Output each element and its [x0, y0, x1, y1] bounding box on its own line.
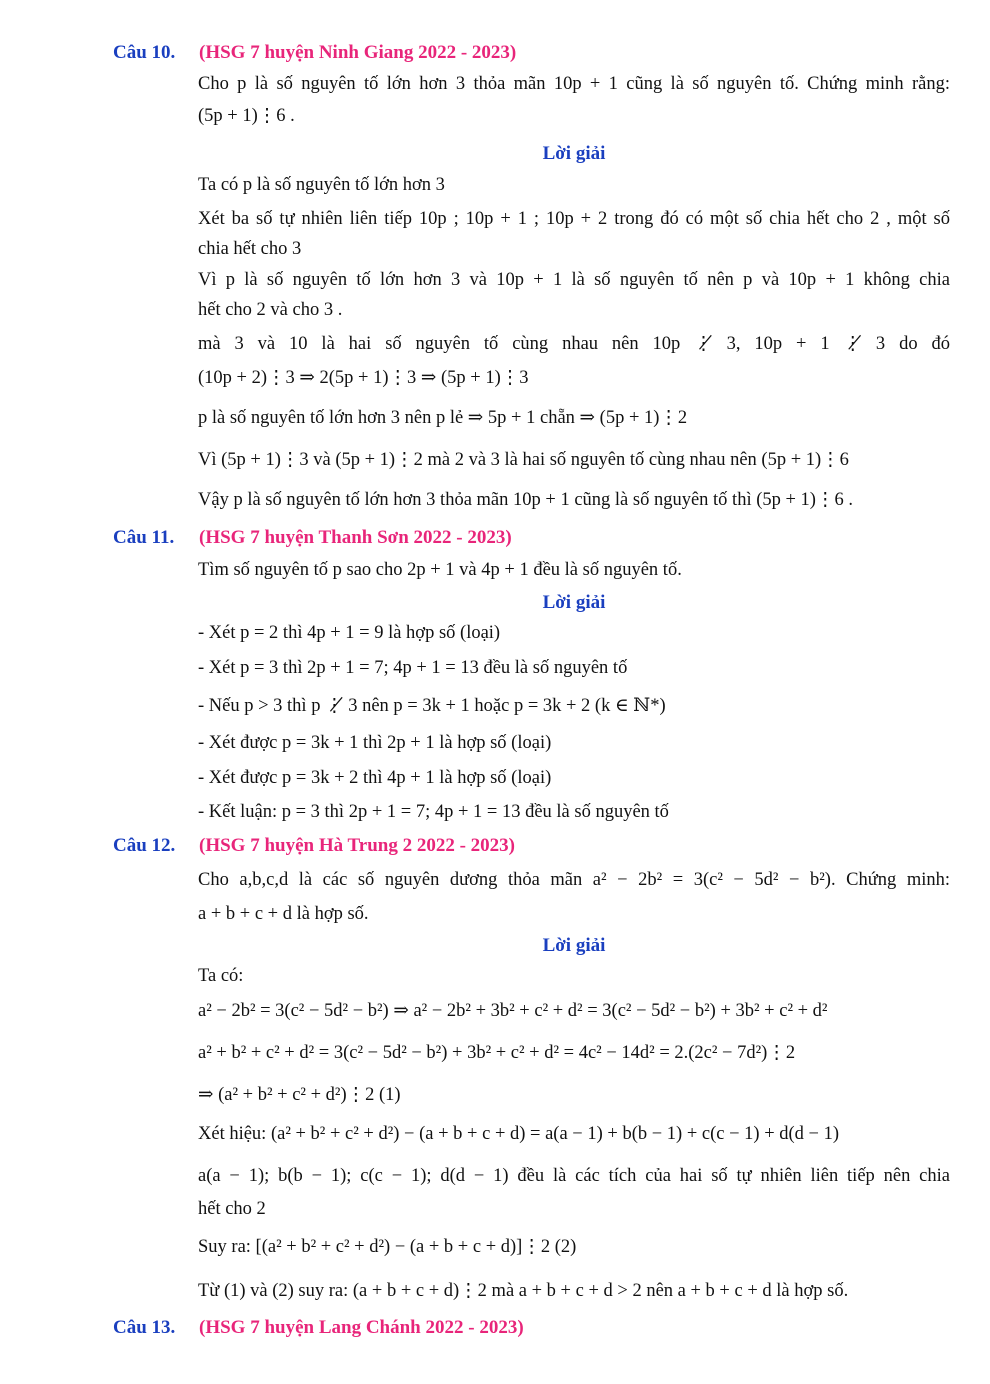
solution-line: - Kết luận: p = 3 thì 2p + 1 = 7; 4p + 1 = 13 đều là số nguyên tố [198, 802, 669, 822]
solution-line: Vậy p là số nguyên tố lớn hơn 3 thỏa mãn 10p + 1 cũng là số nguyên tố thì (5p + 1)⋮6 . [198, 490, 853, 510]
solution-line: chia hết cho 3 [198, 239, 302, 259]
solution-line: - Xét p = 2 thì 4p + 1 = 9 là hợp số (loại) [198, 623, 501, 643]
question-13-header [113, 1317, 524, 1339]
solution-line: - Nếu p > 3 thì p ⋮̸ 3 nên p = 3k + 1 hoặc p = 3k + 2 (k ∈ ℕ*) [198, 696, 666, 716]
problem-line: Cho p là số nguyên tố lớn hơn 3 thỏa mãn 10p + 1 cũng là số nguyên tố. Chứng minh rằng: [198, 74, 950, 94]
solution-line: (10p + 2)⋮3 ⇒ 2(5p + 1)⋮3 ⇒ (5p + 1)⋮3 [198, 368, 529, 388]
question-source: (HSG 7 huyện Thanh Sơn 2022 - 2023) [199, 527, 512, 548]
question-number: Câu 11. [113, 527, 175, 548]
question-source: (HSG 7 huyện Lang Chánh 2022 - 2023) [199, 1317, 524, 1338]
solution-line: a² + b² + c² + d² = 3(c² − 5d² − b²) + 3b² + c² + d² = 4c² − 14d² = 2.(2c² − 7d²)⋮2 [198, 1043, 796, 1063]
question-source: (HSG 7 huyện Ninh Giang 2022 - 2023) [199, 42, 517, 63]
solution-line: - Xét được p = 3k + 1 thì 2p + 1 là hợp số (loại) [198, 733, 552, 753]
question-number: Câu 13. [113, 1317, 176, 1338]
question-10-header [113, 42, 516, 64]
solution-line: ⇒ (a² + b² + c² + d²)⋮2 (1) [198, 1085, 401, 1105]
problem-line: (5p + 1)⋮6 . [198, 106, 295, 126]
question-11-header [113, 527, 512, 549]
solution-line: Xét ba số tự nhiên liên tiếp 10p ; 10p + 1 ; 10p + 2 trong đó có một số chia hết cho 2 , một số [198, 209, 950, 229]
solution-line: Ta có p là số nguyên tố lớn hơn 3 [198, 175, 445, 195]
solution-line: - Xét được p = 3k + 2 thì 4p + 1 là hợp số (loại) [198, 768, 552, 788]
solution-line: - Xét p = 3 thì 2p + 1 = 7; 4p + 1 = 13 đều là số nguyên tố [198, 658, 628, 678]
question-number: Câu 10. [113, 42, 176, 63]
solution-line: Từ (1) và (2) suy ra: (a + b + c + d)⋮2 mà a + b + c + d > 2 nên a + b + c + d là hợp số. [198, 1281, 849, 1301]
solution-heading: Lời giải [542, 935, 606, 956]
solution-line: Ta có: [198, 966, 244, 986]
solution-heading: Lời giải [542, 143, 606, 164]
question-12-header [113, 835, 515, 857]
solution-line: a(a − 1); b(b − 1); c(c − 1); d(d − 1) đều là các tích của hai số tự nhiên liên tiếp nên chia [198, 1166, 950, 1186]
solution-line: Suy ra: [(a² + b² + c² + d²) − (a + b + c + d)]⋮2 (2) [198, 1237, 577, 1257]
solution-line: Xét hiệu: (a² + b² + c² + d²) − (a + b + c + d) = a(a − 1) + b(b − 1) + c(c − 1) + d(d − 1) [198, 1124, 840, 1144]
problem-line: a + b + c + d là hợp số. [198, 904, 369, 924]
solution-line: a² − 2b² = 3(c² − 5d² − b²) ⇒ a² − 2b² + 3b² + c² + d² = 3(c² − 5d² − b²) + 3b² + c² + d² [198, 1001, 828, 1021]
solution-line: mà 3 và 10 là hai số nguyên tố cùng nhau nên 10p ⋮̸ 3, 10p + 1 ⋮̸ 3 do đó [198, 334, 950, 354]
question-source: (HSG 7 huyện Hà Trung 2 2022 - 2023) [199, 835, 516, 856]
solution-heading: Lời giải [542, 592, 606, 613]
solution-line: hết cho 2 và cho 3 . [198, 300, 343, 320]
question-number: Câu 12. [113, 835, 176, 856]
problem-line: Cho a,b,c,d là các số nguyên dương thỏa mãn a² − 2b² = 3(c² − 5d² − b²). Chứng minh: [198, 870, 950, 890]
solution-line: Vì (5p + 1)⋮3 và (5p + 1)⋮2 mà 2 và 3 là hai số nguyên tố cùng nhau nên (5p + 1)⋮6 [198, 450, 849, 470]
solution-line: Vì p là số nguyên tố lớn hơn 3 và 10p + 1 là số nguyên tố nên p và 10p + 1 không chia [198, 270, 950, 290]
solution-line: hết cho 2 [198, 1199, 266, 1219]
solution-line: p là số nguyên tố lớn hơn 3 nên p lẻ ⇒ 5p + 1 chẵn ⇒ (5p + 1)⋮2 [198, 408, 688, 428]
problem-line: Tìm số nguyên tố p sao cho 2p + 1 và 4p + 1 đều là số nguyên tố. [198, 560, 682, 580]
